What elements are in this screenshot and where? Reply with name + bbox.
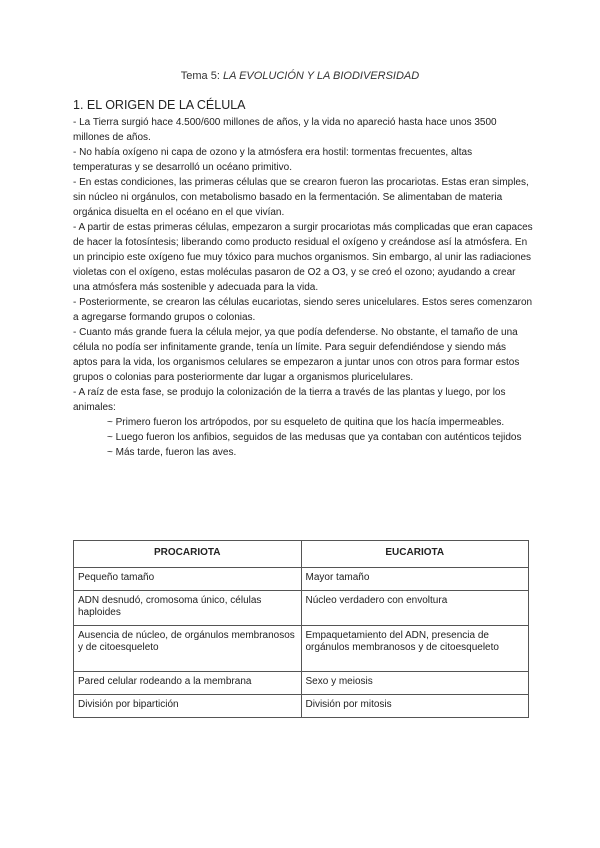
list-item: ~ Luego fueron los anfibios, seguidos de las medusas que ya contaban con auténticos tejidos [107, 432, 522, 443]
table-cell: División por bipartición [74, 695, 302, 718]
paragraph: - Cuanto más grande fuera la célula mejor, ya que podía defenderse. No obstante, el tamaño de una célula no podía ser infinitamente grande, tenía un límite. Para seguir defendiéndose y siendo más aptos para la vida, los organismos celulares se empezaron a juntar unos con otros para formar estos grupos o colonias para posteriormente dar lugar a organismos pluricelulares. [73, 327, 520, 383]
table-cell: ADN desnudó, cromosoma único, células haploides [74, 591, 302, 626]
table-cell: Pequeño tamaño [74, 568, 302, 591]
table-cell: Pared celular rodeando a la membrana [74, 672, 302, 695]
table-row [74, 591, 529, 626]
comparison-table [73, 540, 529, 718]
table-row [74, 568, 529, 591]
table-cell: Sexo y meiosis [301, 672, 529, 695]
paragraph-tail: animales: [73, 402, 116, 413]
header-eucariota: EUCARIOTA [301, 541, 529, 568]
table-cell: Mayor tamaño [301, 568, 529, 591]
paragraph: - Posteriormente, se crearon las células eucariotas, siendo seres unicelulares. Estos seres comenzaron a agregarse formando grupos o colonias. [73, 297, 533, 323]
paragraph: - En estas condiciones, las primeras células que se crearon fueron las procariotas. Estas eran simples, sin núcleo ni orgánulos, con metabolismo basado en la fermentación. Se alimentaban de materia orgánica disuelta en el océano en el que vivían. [73, 177, 529, 218]
animal-sub-list [73, 415, 533, 460]
title-main: LA EVOLUCIÓN Y LA BIODIVERSIDAD [222, 70, 420, 82]
list-item: ~ Más tarde, fueron las aves. [107, 447, 237, 458]
table-row [74, 672, 529, 695]
title-prefix: Tema 5: [180, 70, 223, 82]
list-item: ~ Primero fueron los artrópodos, por su esqueleto de quitina que los hacía impermeables. [107, 417, 505, 428]
paragraph: - No había oxígeno ni capa de ozono y la atmósfera era hostil: tormentas frecuentes, altas temperaturas y se desarrolló un océano primitivo. [73, 147, 473, 173]
paragraph: - A partir de estas primeras células, empezaron a surgir procariotas más complicadas que eran capaces de hacer la fotosíntesis; liberando como producto residual el oxígeno y creándose así la atmósfera. En un principio este oxígeno fue muy tóxico para muchos organismos. Sin embargo, al unir las radiaciones violetas con el oxígeno, estas moléculas pasaron de O2 a O3, y se creó el ozono; ayudando a crear una atmósfera más sostenible y adecuada para la vida. [73, 222, 533, 293]
section-body [73, 115, 533, 460]
table-row [74, 626, 529, 672]
section-heading: 1. EL ORIGEN DE LA CÉLULA [73, 98, 246, 112]
paragraph: - A raíz de esta fase, se produjo la colonización de la tierra a través de las plantas y luego, por los [73, 387, 506, 398]
paragraph: - La Tierra surgió hace 4.500/600 millones de años, y la vida no apareció hasta hace unos 3500 millones de años. [73, 117, 497, 143]
document-title [0, 70, 600, 82]
table-header-row [74, 541, 529, 568]
table-cell: Empaquetamiento del ADN, presencia de orgánulos membranosos y de citoesqueleto [301, 626, 529, 672]
table-cell: Ausencia de núcleo, de orgánulos membranosos y de citoesqueleto [74, 626, 302, 672]
table-cell: Núcleo verdadero con envoltura [301, 591, 529, 626]
table-row [74, 695, 529, 718]
table-cell: División por mitosis [301, 695, 529, 718]
header-procariota: PROCARIOTA [74, 541, 302, 568]
